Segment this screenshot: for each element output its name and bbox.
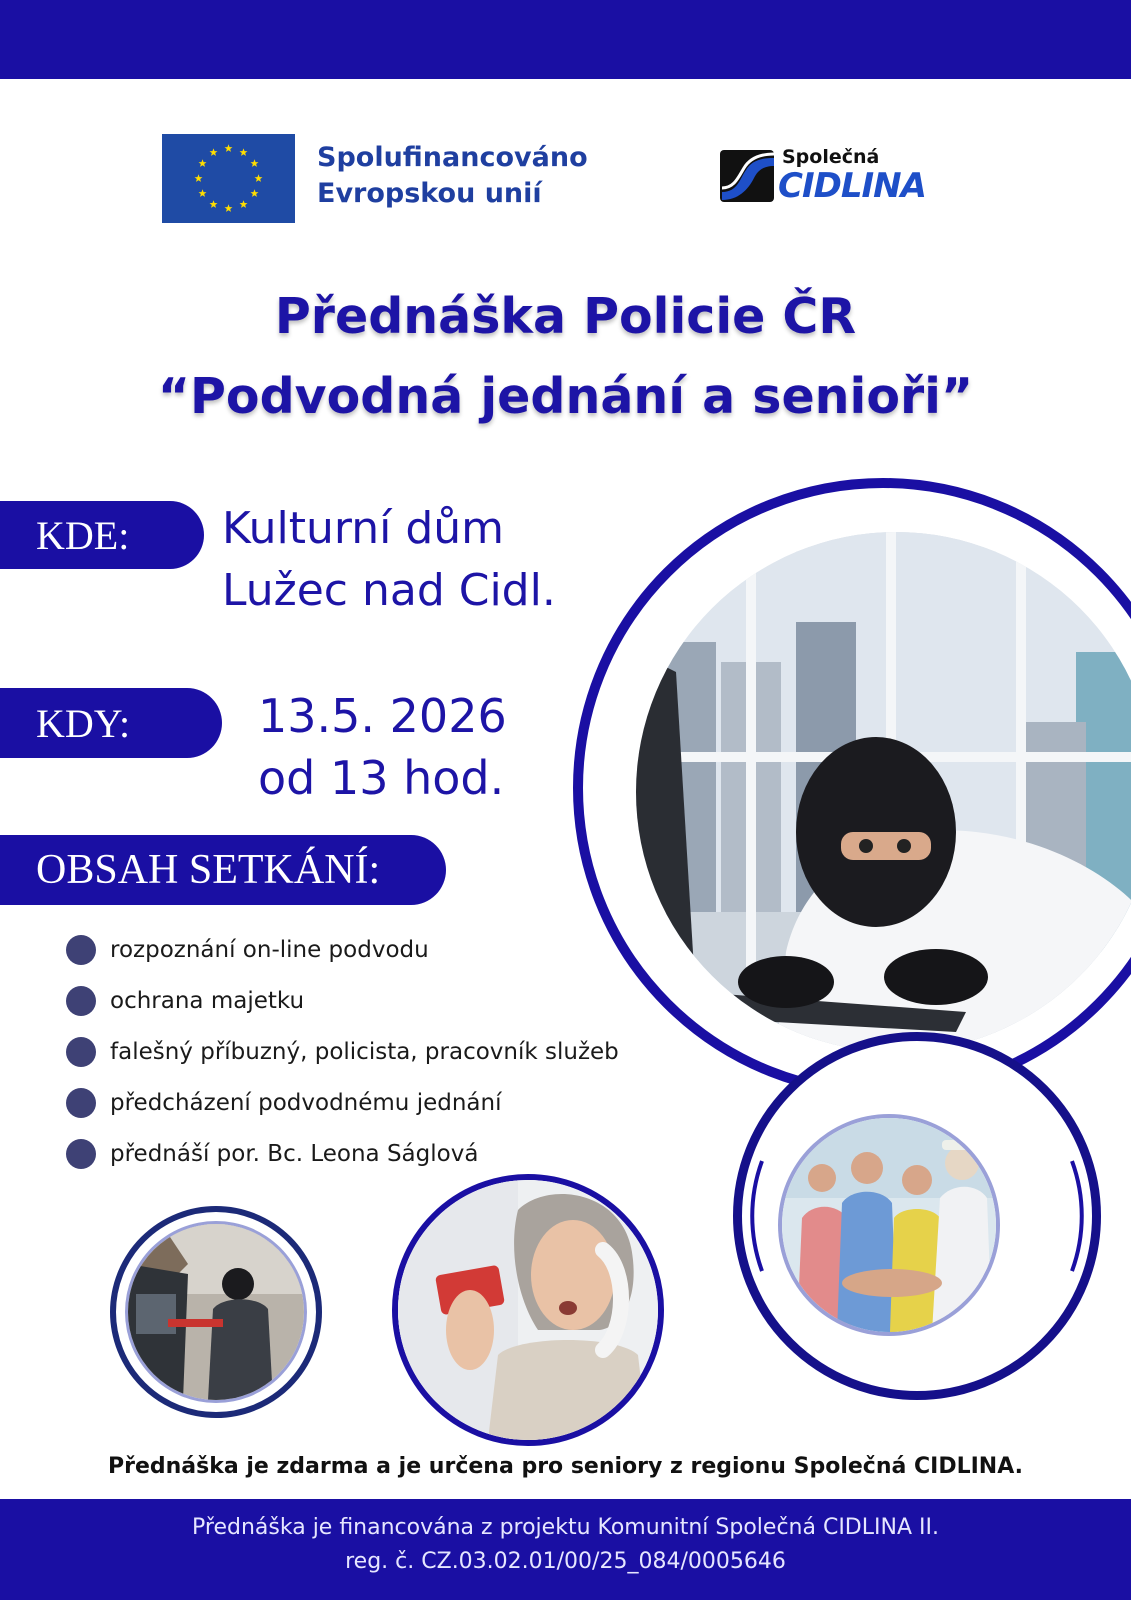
eu-star-icon [255,174,263,182]
eu-line-2: Evropskou unií [317,178,542,209]
logo-small-text: Společná [782,146,880,168]
cidlina-mark-icon [718,148,776,204]
list-item-text: rozpoznání on-line podvodu [110,936,429,963]
logo-big-text: CIDLINA [778,166,926,206]
eu-star-icon [195,174,203,182]
eu-flag-icon [162,134,295,223]
list-item-text: přednáší por. Bc. Leona Ságlová [110,1140,479,1167]
list-item-text: falešný příbuzný, policista, pracovník služeb [110,1038,619,1065]
footer-reg-number: reg. č. CZ.03.02.01/00/25_084/0005646 [345,1549,786,1574]
bullet-dot-icon [66,1088,96,1118]
list-item [66,1128,619,1179]
place-line-1: Kulturní dům [222,503,505,554]
spolecna-cidlina-logo [718,146,940,208]
page-title-line-2: “Podvodná jednání a senioři” [157,368,974,425]
eu-star-icon [199,159,207,167]
eu-star-icon [240,148,248,156]
list-item-text: ochrana majetku [110,987,305,1014]
place-info [222,498,556,622]
woman-phone-photo [398,1180,658,1440]
obsah-label: OBSAH SETKÁNÍ: [0,835,446,905]
eu-star-icon [210,148,218,156]
bullet-dot-icon [66,1139,96,1169]
list-item [66,1077,619,1128]
agenda-list [66,924,619,1179]
eu-line-1: Spolufinancováno [317,142,588,173]
seniors-photo [782,1118,996,1332]
kde-label: KDE: [0,501,204,569]
footer-funding-line: Přednáška je financována z projektu Komunitní Společná CIDLINA II. [192,1515,939,1540]
eu-star-icon [225,204,233,212]
top-bar [0,0,1131,79]
date-line-1: 13.5. 2026 [258,689,507,743]
eu-star-icon [199,189,207,197]
eu-star-icon [250,189,258,197]
list-item [66,924,619,975]
eu-star-icon [210,200,218,208]
car-thief-photo [128,1224,304,1400]
eu-stars [162,134,295,223]
list-item [66,1026,619,1077]
bullet-dot-icon [66,1037,96,1067]
free-entry-note: Přednáška je zdarma a je určena pro seniory z regionu Společná CIDLINA. [108,1454,1023,1479]
place-line-2: Lužec nad Cidl. [222,565,556,616]
bullet-dot-icon [66,935,96,965]
list-item [66,975,619,1026]
footer [0,1499,1131,1600]
eu-star-icon [240,200,248,208]
date-info [258,685,507,809]
bullet-dot-icon [66,986,96,1016]
kdy-label: KDY: [0,688,222,758]
list-item-text: předcházení podvodnému jednání [110,1089,502,1116]
hacker-photo [636,532,1131,1052]
eu-star-icon [250,159,258,167]
date-line-2: od 13 hod. [258,751,505,805]
page-title-line-1: Přednáška Policie ČR [274,288,857,345]
eu-cofinance-text [317,140,588,212]
eu-star-icon [225,144,233,152]
